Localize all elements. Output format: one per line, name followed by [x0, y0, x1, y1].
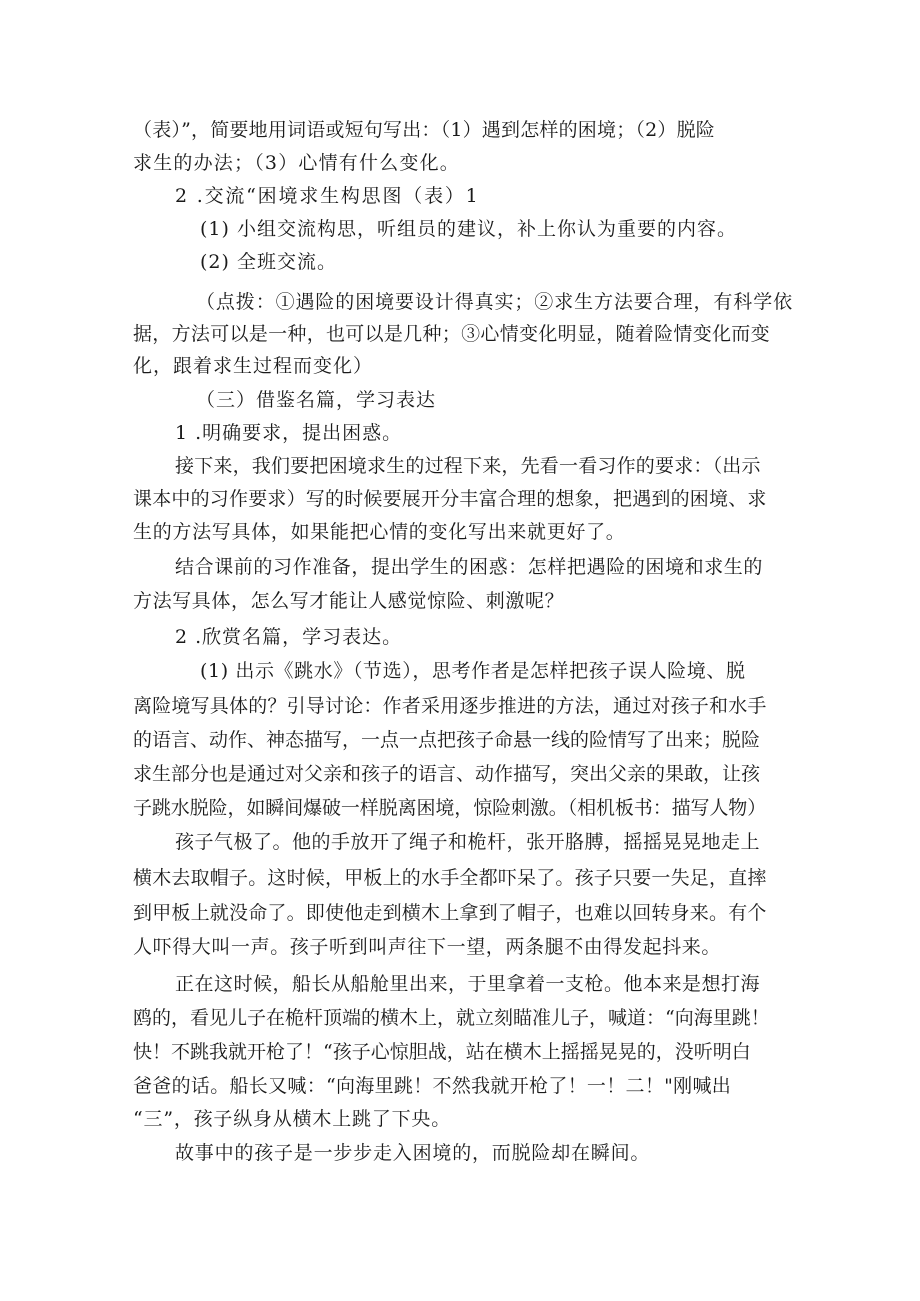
- text-line: 接下来，我们要把困境求生的过程下来，先看一看习作的要求：（出示: [175, 455, 761, 477]
- text-line: （点拨：①遇险的困境要设计得真实；②求生方法要合理，有科学依: [196, 291, 794, 313]
- text-line: 生的方法写具体，如果能把心情的变化写出来就更好了。: [133, 521, 626, 543]
- text-line: 鸥的，看见儿子在桅杆顶端的横木上，就立刻瞄准儿子，喊道：“向海里跳！: [133, 1007, 770, 1029]
- text-line: 正在这时候，船长从船舱里出来，于里拿着一支枪。他本来是想打海: [175, 973, 761, 995]
- text-line: 2 .欣赏名篇，学习表达。: [175, 626, 403, 648]
- text-line: 求生的办法；（3）心情有什么变化。: [133, 152, 460, 174]
- text-line: 求生部分也是通过对父亲和孩子的语言、动作描写，突出父亲的果敢，让孩: [133, 763, 761, 785]
- text-line: 2 .交流“困境求生构思图（表）1: [175, 185, 480, 207]
- text-line: 据，方法可以是一种，也可以是几种；③心情变化明显，随着险情变化而变: [133, 323, 770, 345]
- text-line: (1) 出示《跳水》（节选），思考作者是怎样把孩子误人险境、脱: [200, 660, 746, 682]
- text-line: 1 .明确要求，提出困惑。: [175, 422, 403, 444]
- text-line: 横木去取帽子。这时候，甲板上的水手全都吓呆了。孩子只要一失足，直摔: [133, 867, 767, 889]
- text-line: 故事中的孩子是一步步走入困境的，而脱险却在瞬间。: [175, 1142, 651, 1164]
- text-line: 的语言、动作、神态描写，一点一点把孩子命悬一线的险情写了出来；脱险: [133, 729, 761, 751]
- text-line: 孩子气极了。他的手放开了绳子和桅杆，张开胳膊，摇摇晃晃地走上: [175, 831, 761, 853]
- text-line: （表）”，简要地用词语或短句写出：（1）遇到怎样的困境；（2）脱险: [133, 119, 715, 141]
- text-line: 结合课前的习作准备，提出学生的困惑：怎样把遇险的困境和求生的: [175, 556, 764, 578]
- text-line: “三”，孩子纵身从横木上跳了下央。: [133, 1108, 452, 1130]
- text-line: 爸爸的话。船长又喊：“向海里跳！不然我就开枪了！一！二！"刚喊出: [133, 1075, 732, 1097]
- text-line: 离险境写具体的？引导讨论：作者采用逐步推进的方法，通过对孩子和水手: [133, 695, 767, 717]
- section-heading: （三）借鉴名篇，学习表达: [196, 389, 437, 411]
- text-line: 方法写具体，怎么写才能让人感觉惊险、刺激呢？: [133, 590, 565, 612]
- text-line: (1) 小组交流构思，听组员的建议，补上你认为重要的内容。: [200, 218, 737, 240]
- text-line: 课本中的习作要求）写的时候要展开分丰富合理的想象，把遇到的困境、求: [133, 488, 767, 510]
- text-line: 到甲板上就没命了。即使他走到横木上拿到了帽子，也难以回转身来。有个: [133, 902, 767, 924]
- text-line: (2) 全班交流。: [200, 251, 337, 273]
- text-line: 化，跟着求生过程而变化）: [133, 355, 374, 377]
- text-line: 子跳水脱险，如瞬间爆破一样脱离困境，惊险刺激。（相机板书：描写人物）: [133, 797, 767, 819]
- text-line: 人吓得大叫一声。孩子听到叫声往下一望，两条腿不由得发起抖来。: [133, 936, 722, 958]
- text-line: 快！不跳我就开枪了！“孩子心惊胆战，站在横木上摇摇晃晃的，没听明白: [133, 1041, 751, 1063]
